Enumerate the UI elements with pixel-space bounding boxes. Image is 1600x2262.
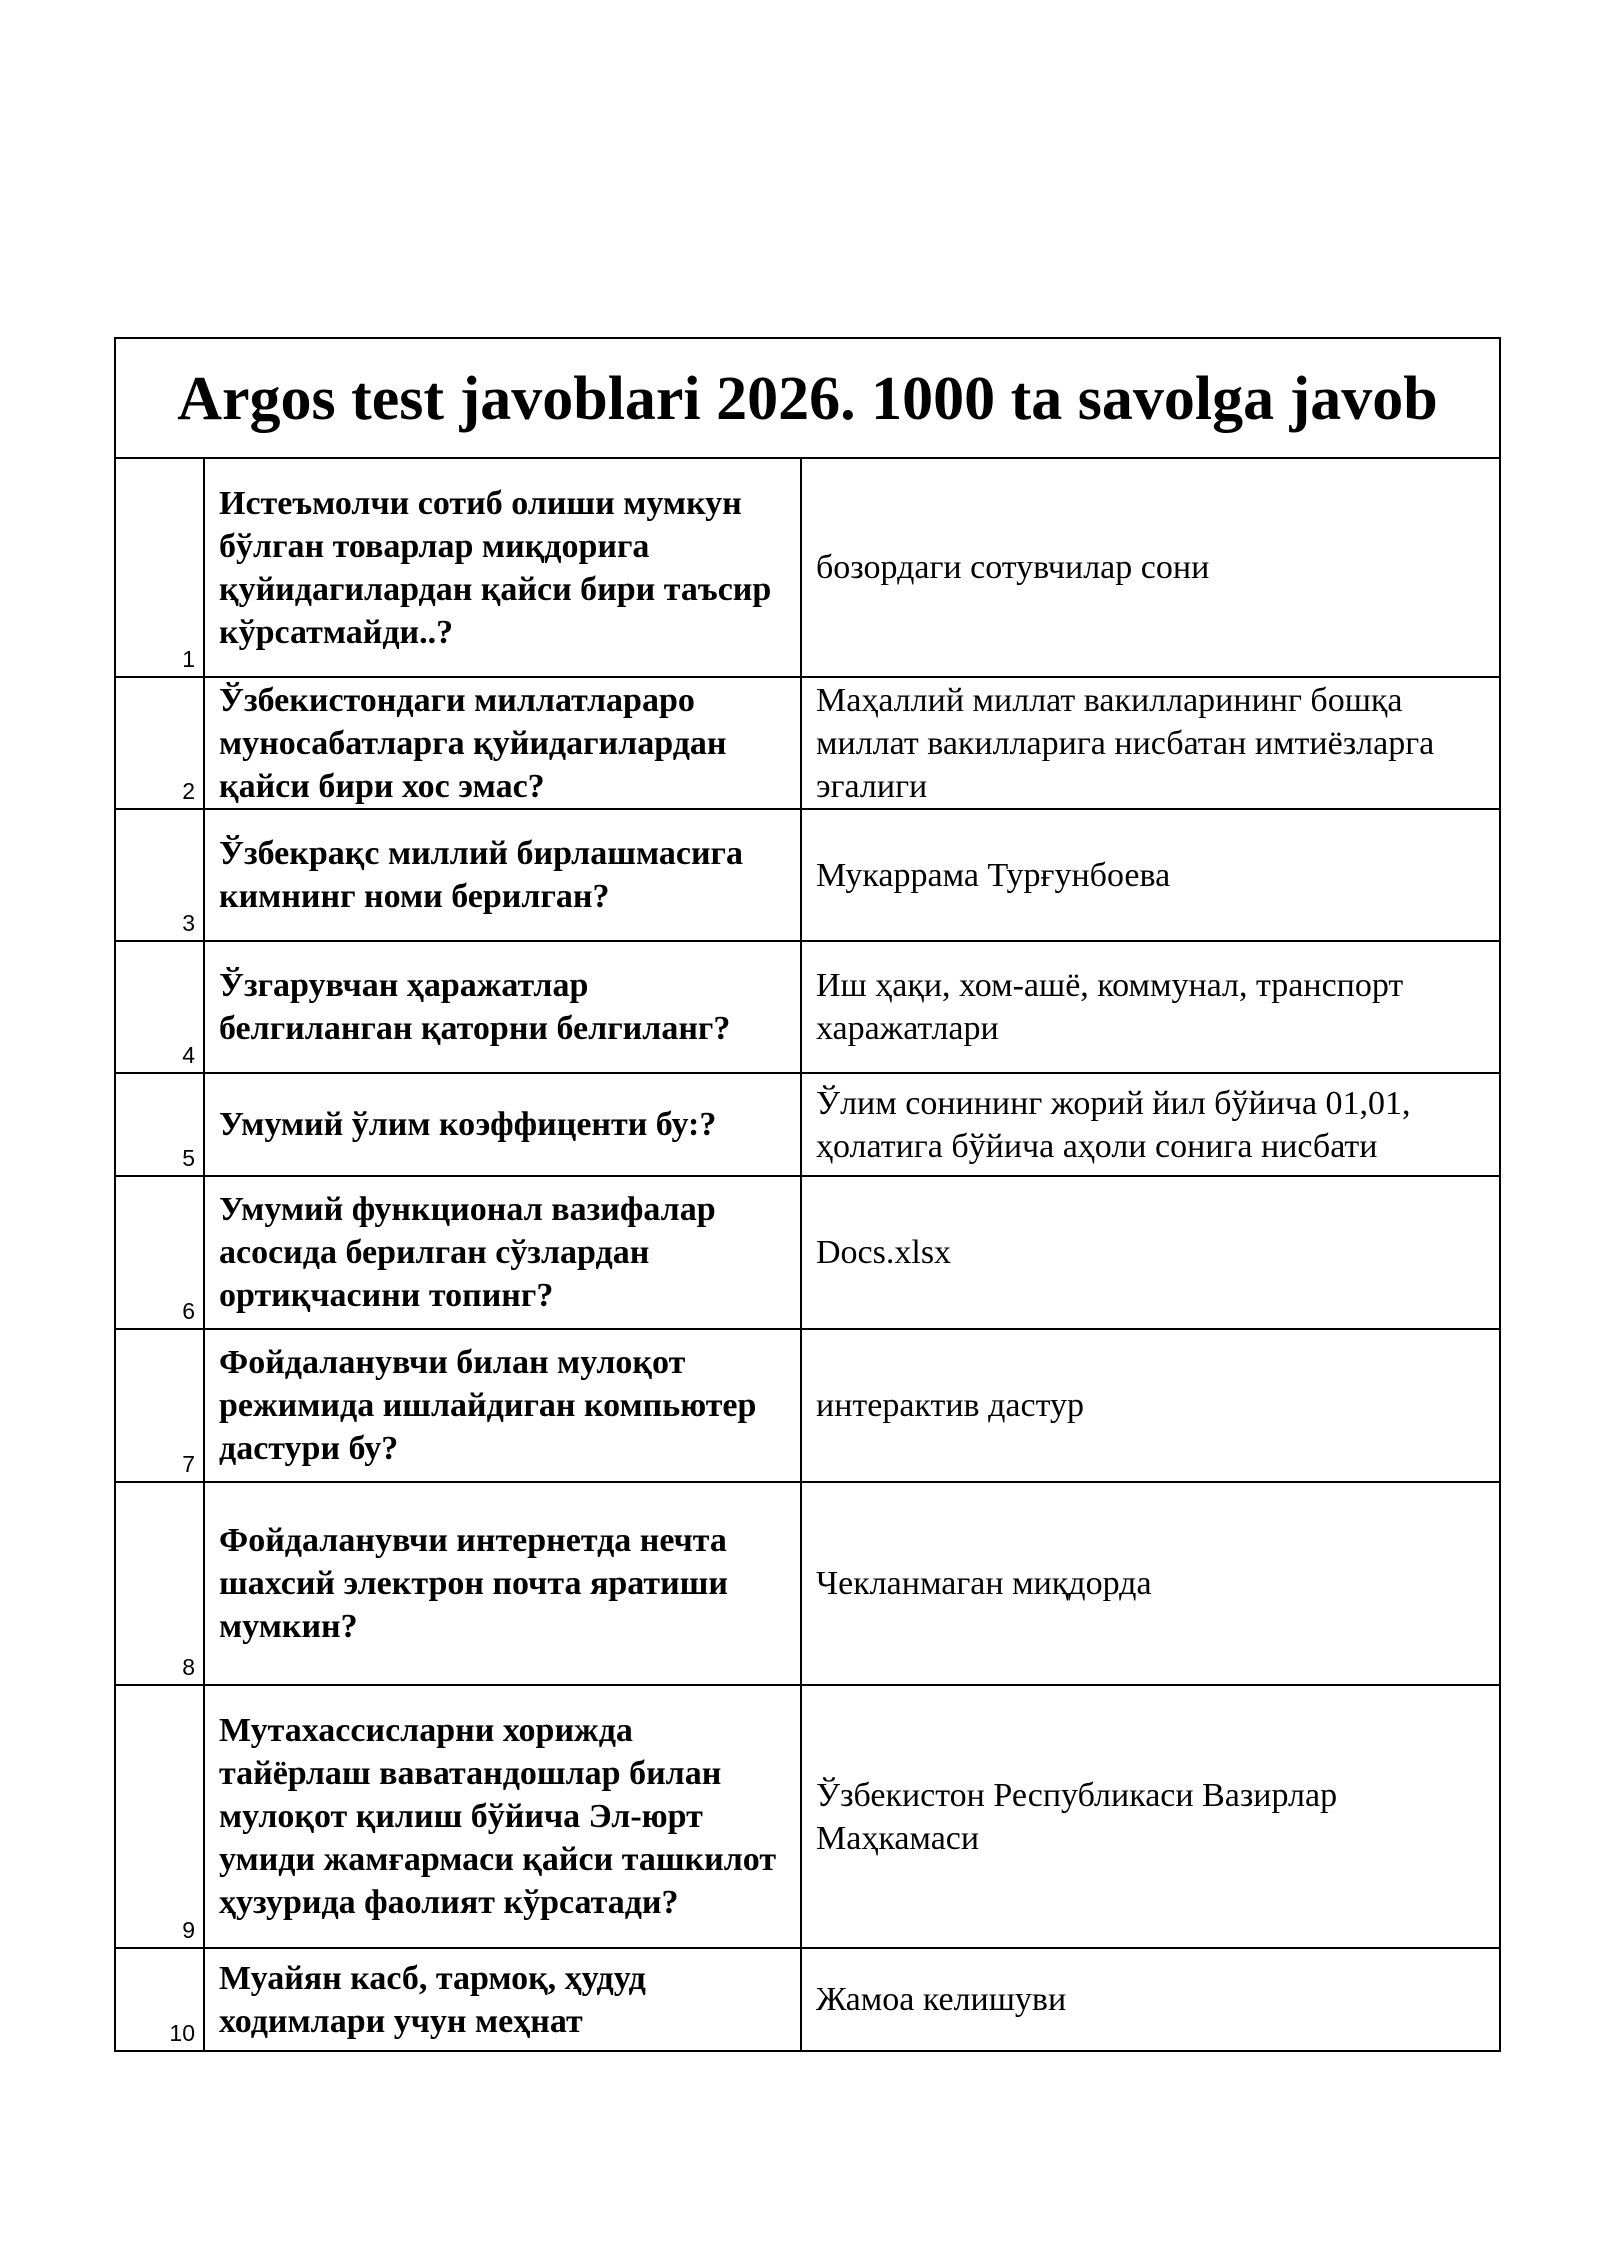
row-number: 5 — [115, 1073, 204, 1176]
answer-cell: бозордаги сотувчилар сони — [801, 458, 1500, 677]
row-number: 4 — [115, 941, 204, 1073]
row-number: 3 — [115, 809, 204, 941]
question-cell: Умумий функционал вазифалар асосида берилган сўзлардан ортиқчасини топинг? — [204, 1176, 801, 1329]
answer-cell: Docs.xlsx — [801, 1176, 1500, 1329]
question-cell: Ўзбекрақс миллий бирлашмасига кимнинг номи берилган? — [204, 809, 801, 941]
question-cell: Фойдаланувчи интернетда нечта шахсий электрон почта яратиши мумкин? — [204, 1482, 801, 1685]
row-number: 9 — [115, 1685, 204, 1948]
answer-cell: Ўзбекистон Республикаси Вазирлар Маҳкамаси — [801, 1685, 1500, 1948]
table-row — [115, 1073, 1500, 1176]
answer-cell: Жамоа келишуви — [801, 1948, 1500, 2051]
question-cell: Умумий ўлим коэффиценти бу:? — [204, 1073, 801, 1176]
answer-cell: Иш ҳақи, хом-ашё, коммунал, транспорт харажатлари — [801, 941, 1500, 1073]
question-cell: Муайян касб, тармоқ, ҳудуд ходимлари учун меҳнат — [204, 1948, 801, 2051]
row-number: 1 — [115, 458, 204, 677]
table-row — [115, 1482, 1500, 1685]
table-row — [115, 1685, 1500, 1948]
table-row — [115, 458, 1500, 677]
question-cell: Мутахассисларни хорижда тайёрлаш ваватандошлар билан мулоқот қилиш бўйича Эл-юрт умиди жамғармаси қайси ташкилот ҳузурида фаолият кўрсатади? — [204, 1685, 801, 1948]
qa-table — [114, 337, 1501, 2052]
title-row — [115, 338, 1500, 458]
table-row — [115, 941, 1500, 1073]
question-cell: Ўзгарувчан ҳаражатлар белгиланган қаторни белгиланг? — [204, 941, 801, 1073]
table-row — [115, 677, 1500, 809]
table-row — [115, 809, 1500, 941]
row-number: 6 — [115, 1176, 204, 1329]
row-number: 10 — [115, 1948, 204, 2051]
question-cell: Ўзбекистондаги миллатлараро муносабатларга қуйидагилардан қайси бири хос эмас? — [204, 677, 801, 809]
row-number: 2 — [115, 677, 204, 809]
answer-cell: Чекланмаган миқдорда — [801, 1482, 1500, 1685]
row-number: 8 — [115, 1482, 204, 1685]
document-title: Argos test javoblari 2026. 1000 ta savolga javob — [115, 338, 1500, 458]
answer-cell: Мукаррама Турғунбоева — [801, 809, 1500, 941]
answer-cell: интерактив дастур — [801, 1329, 1500, 1482]
answer-cell: Ўлим сонининг жорий йил бўйича 01,01, ҳолатига бўйича аҳоли сонига нисбати — [801, 1073, 1500, 1176]
table-row — [115, 1329, 1500, 1482]
answer-cell: Маҳаллий миллат вакилларининг бошқа миллат вакилларига нисбатан имтиёзларга эгалиги — [801, 677, 1500, 809]
table-row — [115, 1176, 1500, 1329]
row-number: 7 — [115, 1329, 204, 1482]
table-row — [115, 1948, 1500, 2051]
question-cell: Истеъмолчи сотиб олиши мумкун бўлган товарлар миқдорига қуйидагилардан қайси бири таъсир кўрсатмайди..? — [204, 458, 801, 677]
question-cell: Фойдаланувчи билан мулоқот режимида ишлайдиган компьютер дастури бу? — [204, 1329, 801, 1482]
